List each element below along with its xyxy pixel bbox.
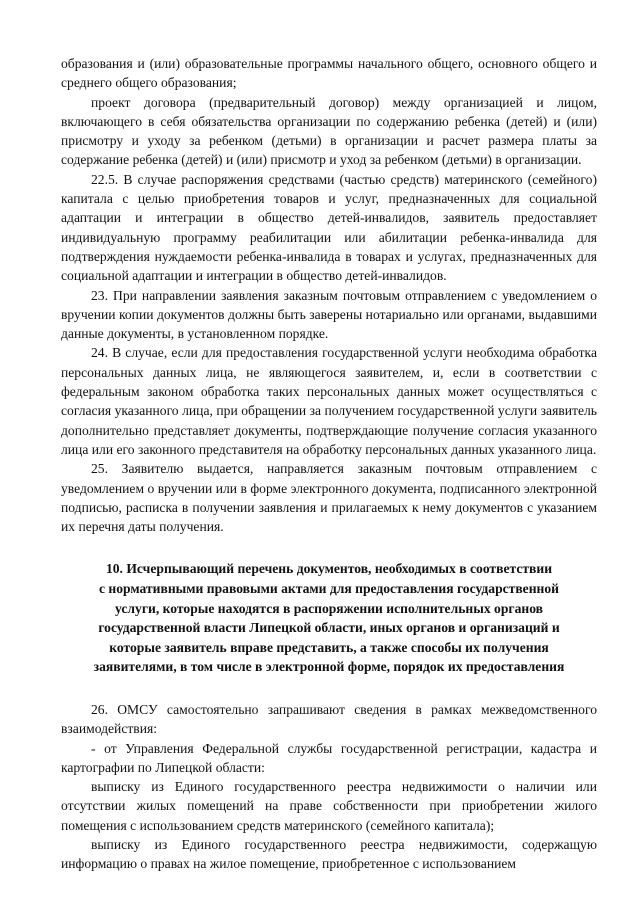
section-heading-line: государственной власти Липецкой области, иных органов и организаций и (98, 620, 560, 636)
paragraph-extract-1: выписку из Единого государственного реестра недвижимости о наличии или отсутствии жилых помещений на праве собственности при приобретении жилого помещения с использованием средств материнского (семейного капитала); (61, 779, 597, 833)
paragraph-23: 23. При направлении заявления заказным почтовым отправлением с уведомлением о вручении копии документов должны быть заверены нотариально или органами, выдавшими данные документы, в установленном порядке. (61, 287, 597, 342)
paragraph-extract-2: выписку из Единого государственного реестра недвижимости, содержащую информацию о правах на жилое помещение, приобретенное с использованием (61, 837, 597, 872)
section-heading (61, 559, 597, 677)
section-heading-line: заявителями, в том числе в электронной форме, порядок их предоставления (93, 659, 565, 675)
spacer (61, 677, 597, 700)
section-heading-line: 10. Исчерпывающий перечень документов, необходимых в соответствии (105, 561, 553, 577)
paragraph-26: 26. ОМСУ самостоятельно запрашивают сведения в рамках межведомственного взаимодействия: (61, 701, 597, 737)
paragraphs-top (61, 54, 597, 536)
paragraphs-bottom (61, 700, 597, 874)
document-page (61, 54, 597, 874)
spacer (61, 536, 597, 559)
paragraph-22-5: 22.5. В случае распоряжения средствами (частью средств) материнского (семейного) капитала с целью приобретения товаров и услуг, предназначенных для социальной адаптации и интеграции в общество детей-инвалидов, заявитель предоставляет индивидуальную программу реабилитации или абилитации ребенка-инвалида для подтверждения нуждаемости ребенка-инвалида в товарах и услугах, предназначенных для социальной адаптации и интеграции в общество детей-инвалидов. (61, 171, 597, 284)
paragraph-continuation: образования и (или) образовательные программы начального общего, основного общего и среднего общего образования; (61, 56, 597, 91)
paragraph-25: 25. Заявителю выдается, направляется заказным почтовым отправлением с уведомлением о вручении или в форме электронного документа, подписанного электронной подписью, расписка в получении заявления и прилагаемых к нему документов с указанием их перечня даты получения. (61, 461, 597, 535)
paragraph-24: 24. В случае, если для предоставления государственной услуги необходима обработка персональных данных лица, не являющегося заявителем, и, если в соответствии с федеральным законом обработка таких персональных данных может осуществляться с согласия указанного лица, при обращении за получением государственной услуги заявитель дополнительно представляет документы, подтверждающие получение согласия указанного лица или его законного представителя на обработку персональных данных указанного лица. (61, 345, 597, 457)
section-heading-line: с нормативными правовыми актами для предоставления государственной (98, 581, 560, 597)
section-heading-line: которые заявитель вправе представить, а также способы их получения (109, 639, 549, 655)
paragraph-contract-draft: проект договора (предварительный договор) между организацией и лицом, включающего в себя обязательства организации по содержанию ребенка (детей) и (или) присмотру и уходу за ребенком (детьми) в организации и расчет размера платы за содержание ребенка (детей) и (или) присмотр и уход за ребенком (детьми) в организации. (61, 94, 597, 168)
paragraph-rosreestr: - от Управления Федеральной службы государственной регистрации, кадастра и картографии по Липецкой области: (61, 740, 597, 775)
section-heading-line: услуги, которые находятся в распоряжении исполнительных органов (115, 600, 543, 616)
